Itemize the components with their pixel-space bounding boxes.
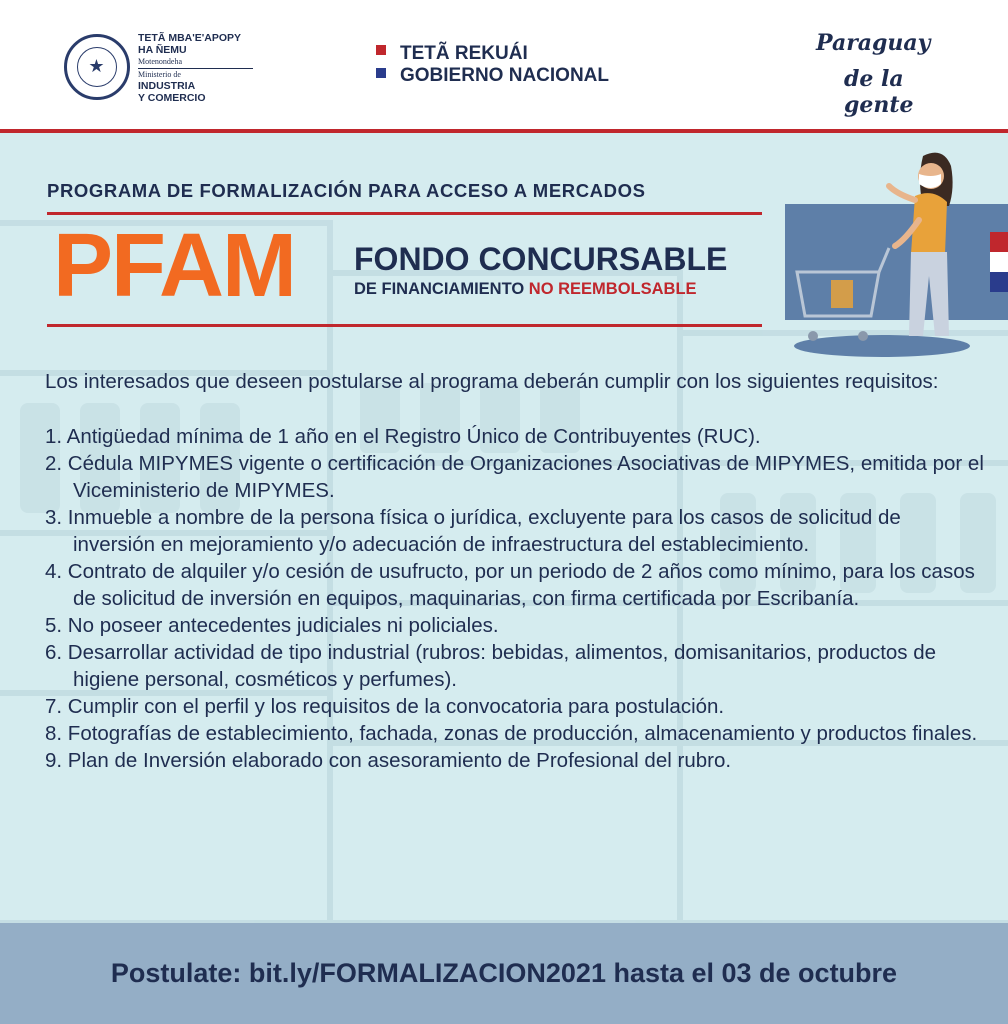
fund-subtitle-highlight: NO REEMBOLSABLE [528,280,697,298]
brand-line1: Paraguay [816,30,931,56]
government-line2: GOBIERNO NACIONAL [400,65,609,86]
ministry-line4: Ministerio de [138,70,181,79]
requirement-item: 5. No poseer antecedentes judiciales ni policiales. [45,614,499,637]
requirement-item: 2. Cédula MIPYMES vigente o certificación de Organizaciones Asociativas de MIPYMES, emitida por el Viceministerio de MIPYMES. [45,452,984,502]
header-bar [0,0,1008,129]
star-icon: ★ [88,56,105,77]
title-divider-top [47,212,762,215]
ministry-logo [138,32,253,104]
requirement-item: 4. Contrato de alquiler y/o cesión de usufructo, por un periodo de 2 años como mínimo, para los casos de solicitud de inversión en equipos, maquinarias, con firma certificada por Escribanía. [45,560,975,610]
requirement-item: 9. Plan de Inversión elaborado con asesoramiento de Profesional del rubro. [45,749,732,772]
government-logo [376,43,666,87]
brand-line2: de la gente [844,66,914,118]
fund-subtitle-prefix: DE FINANCIAMIENTO [354,280,525,298]
program-title: PROGRAMA DE FORMALIZACIÓN PARA ACCESO A MERCADOS [47,180,646,201]
pfam-acronym: PFAM [53,216,296,316]
ministry-line1: TETÃ MBA'E'APOPY [138,32,242,44]
ministry-line2: HA ÑEMU [138,44,187,56]
fund-subtitle [354,279,697,299]
fund-title: FONDO CONCURSABLE [354,241,728,277]
title-divider-bottom [47,324,762,327]
ministry-line3: Motenondeha [138,56,253,69]
footer-bar [0,923,1008,1024]
requirements-list [45,423,985,774]
red-square-icon [376,45,386,55]
woman-with-shopping-cart-icon [785,140,1008,380]
requirement-item: 7. Cumplir con el perfil y los requisitos de la convocatoria para postulación. [45,695,725,718]
intro-text: Los interesados que deseen postularse al programa deberán cumplir con los siguientes requisitos: [45,370,939,393]
requirement-item: 8. Fotografías de establecimiento, fachada, zonas de producción, almacenamiento y productos finales. [45,722,978,745]
requirements-section [45,368,985,774]
paraguay-flag-icon [990,232,1008,252]
requirement-item: 6. Desarrollar actividad de tipo industrial (rubros: bebidas, alimentos, domisanitarios, productos de higiene personal, cosméticos y perfumes). [45,641,937,691]
ministry-line6: Y COMERCIO [138,92,206,104]
ministry-line5: INDUSTRIA [138,80,196,92]
application-link-text: Postulate: bit.ly/FORMALIZACION2021 hasta el 03 de octubre [110,958,898,988]
requirement-item: 1. Antigüedad mínima de 1 año en el Registro Único de Contribuyentes (RUC). [45,425,761,448]
paraguay-brand-logo [816,30,976,118]
republic-seal-icon [64,34,130,100]
requirement-item: 3. Inmueble a nombre de la persona física o jurídica, excluyente para los casos de solicitud de inversión en mejoramiento y/o adecuación de infraestructura del establecimiento. [45,506,901,556]
blue-square-icon [376,68,386,78]
government-line1: TETÃ REKUÁI [400,43,528,64]
